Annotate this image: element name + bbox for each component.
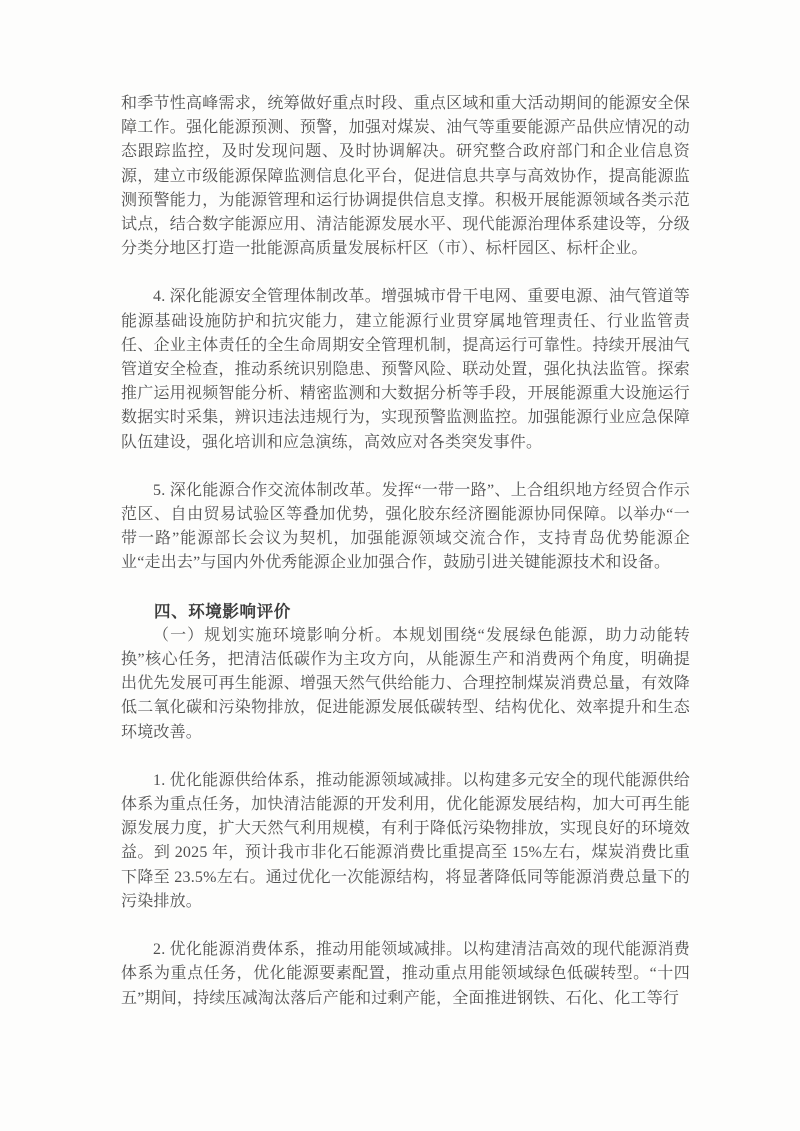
paragraph-item-5-cooperation-exchange-reform: 5. 深化能源合作交流体制改革。发挥“一带一路”、上合组织地方经贸合作示范区、自由贸易试验区等叠加优势，强化胶东经济圈能源协同保障。以举办“一带一路”能源部长会议为契机，加强能源领域交流合作，支持青岛优势能源企业“走出去”与国内外优秀能源企业加强合作，鼓励引进关键能源技术和设备。: [121, 481, 690, 572]
paragraph-plan-impact-analysis: （一）规划实施环境影响分析。本规划围绕“发展绿色能源，助力动能转换”核心任务，把清洁低碳作为主攻方向，从能源生产和消费两个角度，明确提出优先发展可再生能源、增强天然气供给能力、合理控制煤炭消费总量，有效降低二氧化碳和污染物排放，促进能源发展低碳转型、结构优化、效率提升和生态环境改善。: [121, 626, 690, 741]
paragraph-item-4-safety-management-reform: 4. 深化能源安全管理体制改革。增强城市骨干电网、重要电源、油气管道等能源基础设施防护和抗灾能力，建立能源行业贯穿属地管理责任、行业监管责任、企业主体责任的全生命周期安全管理机制，提高运行可靠性。持续开展油气管道安全检查，推动系统识别隐患、预警风险、联动处置，强化执法监管。探索推广运用视频智能分析、精密监测和大数据分析等手段，开展能源重大设施运行数据实时采集，辨识违法违规行为，实现预警监测监控。加强能源行业应急保障队伍建设，强化培训和应急演练，高效应对各类突发事件。: [121, 288, 690, 451]
paragraph-energy-security-continuation: 和季节性高峰需求，统筹做好重点时段、重点区域和重大活动期间的能源安全保障工作。强化能源预测、预警，加强对煤炭、油气等重要能源产品供应情况的动态跟踪监控，及时发现问题、及时协调解决。研究整合政府部门和企业信息资源，建立市级能源保障监测信息化平台，促进信息共享与高效协作，提高能源监测预警能力，为能源管理和运行协调提供信息支撑。积极开展能源领域各类示范试点，结合数字能源应用、清洁能源发展水平、现代能源治理体系建设等，分级分类分地区打造一批能源高质量发展标杆区（市）、标杆园区、标杆企业。: [121, 95, 690, 258]
section-heading-environmental-impact-assessment: 四、环境影响评价: [154, 602, 291, 621]
paragraph-item-2-energy-consumption-system: 2. 优化能源消费体系，推动用能领域减排。以构建清洁高效的现代能源消费体系为重点任务，优化能源要素配置，推动重点用能领域绿色低碳转型。“十四五”期间，持续压减淘汰落后产能和过剩产能，全面推进钢铁、石化、化工等行: [121, 941, 690, 1007]
paragraph-item-1-energy-supply-system: 1. 优化能源供给体系，推动能源领域减排。以构建多元安全的现代能源供给体系为重点任务，加快清洁能源的开发利用，优化能源发展结构，加大可再生能源发展力度，扩大天然气利用规模，有利于降低污染物排放，实现良好的环境效益。到 2025 年，预计我市非化石能源消费比重提高至 15%左右，煤炭消费比重下降至 23.5%左右。通过优化一次能源结构，将显著降低同等能源消费总量下的污染排放。: [121, 771, 690, 910]
